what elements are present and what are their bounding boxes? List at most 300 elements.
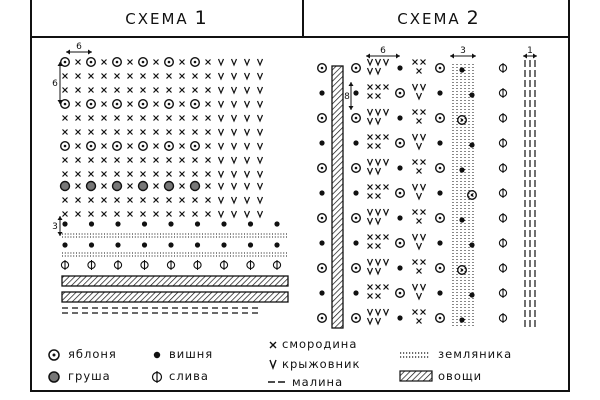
gooseberry-symbol (384, 159, 389, 165)
cherry-symbol (437, 290, 442, 295)
apple-symbol (352, 214, 361, 223)
gooseberry-symbol (421, 184, 426, 190)
plum-symbol (153, 371, 162, 383)
currant-symbol (421, 60, 426, 65)
cherry-symbol (353, 140, 358, 145)
scheme-2-number: 2 (466, 7, 479, 29)
currant-symbol (128, 212, 133, 217)
currant-symbol (376, 135, 381, 140)
gooseberry-symbol (232, 197, 237, 203)
currant-symbol (76, 212, 81, 217)
gooseberry-symbol (232, 115, 237, 121)
currant-symbol (128, 60, 133, 65)
legend-gooseberry-label: крыжовник (282, 357, 361, 371)
currant-symbol (63, 212, 68, 217)
gooseberry-symbol (384, 59, 389, 65)
currant-symbol (417, 219, 422, 224)
currant-symbol (63, 172, 68, 177)
gooseberry-symbol (245, 101, 250, 107)
apple-symbol (396, 189, 405, 198)
gooseberry-symbol (376, 318, 381, 324)
dimension-label: 6 (52, 79, 58, 89)
legend-apple-label: яблоня (68, 347, 117, 361)
plum-symbol (499, 288, 506, 298)
currant-symbol (417, 169, 422, 174)
apple-symbol (436, 164, 445, 173)
gooseberry-symbol (368, 59, 373, 65)
currant-symbol (154, 116, 159, 121)
currant-symbol (167, 130, 172, 135)
currant-symbol (368, 185, 373, 190)
currant-symbol (141, 130, 146, 135)
gooseberry-symbol (219, 211, 224, 217)
apple-symbol (191, 142, 200, 151)
apple-symbol (436, 314, 445, 323)
cherry-symbol (459, 67, 464, 72)
plum-symbol (167, 260, 174, 270)
plum-symbol (499, 138, 506, 148)
currant-symbol (376, 144, 381, 149)
currant-symbol (368, 94, 373, 99)
gooseberry-symbol (258, 171, 263, 177)
apple-symbol (191, 58, 200, 67)
gooseberry-symbol (413, 234, 418, 240)
gooseberry-symbol (376, 68, 381, 74)
currant-symbol (63, 74, 68, 79)
gooseberry-symbol (245, 157, 250, 163)
plum-symbol (220, 260, 227, 270)
currant-symbol (167, 88, 172, 93)
cherry-symbol (397, 315, 402, 320)
currant-symbol (180, 60, 185, 65)
gooseberry-symbol (232, 87, 237, 93)
scheme-2-label: СХЕМА (397, 10, 461, 28)
cherry-symbol (459, 217, 464, 222)
currant-symbol (193, 198, 198, 203)
currant-symbol (115, 158, 120, 163)
currant-symbol (128, 144, 133, 149)
gooseberry-symbol (245, 183, 250, 189)
gooseberry-symbol (413, 284, 418, 290)
apple-symbol (113, 100, 122, 109)
currant-symbol (384, 185, 389, 190)
plum-symbol (247, 260, 254, 270)
apple-symbol (87, 100, 96, 109)
plum-symbol (114, 260, 121, 270)
currant-symbol (63, 198, 68, 203)
currant-symbol (141, 88, 146, 93)
cherry-symbol (397, 165, 402, 170)
currant-symbol (368, 194, 373, 199)
currant-symbol (368, 285, 373, 290)
gooseberry-symbol (376, 109, 381, 115)
cherry-symbol (469, 292, 474, 297)
currant-symbol (154, 88, 159, 93)
gooseberry-symbol (421, 84, 426, 90)
currant-symbol (102, 198, 107, 203)
currant-symbol (193, 158, 198, 163)
currant-symbol (206, 116, 211, 121)
dimension-label: 6 (380, 46, 386, 56)
cherry-symbol (62, 242, 67, 247)
apple-symbol (352, 164, 361, 173)
currant-symbol (141, 158, 146, 163)
apple-symbol (61, 100, 70, 109)
currant-symbol (270, 342, 276, 348)
gooseberry-symbol (232, 73, 237, 79)
plum-symbol (88, 260, 95, 270)
gooseberry-symbol (232, 143, 237, 149)
currant-symbol (376, 94, 381, 99)
gooseberry-symbol (368, 259, 373, 265)
gooseberry-symbol (219, 171, 224, 177)
currant-symbol (154, 130, 159, 135)
gooseberry-symbol (245, 171, 250, 177)
apple-symbol (165, 142, 174, 151)
gooseberry-symbol (245, 73, 250, 79)
gooseberry-symbol (421, 134, 426, 140)
currant-symbol (368, 85, 373, 90)
gooseberry-symbol (245, 143, 250, 149)
cherry-symbol (437, 140, 442, 145)
currant-symbol (193, 88, 198, 93)
currant-symbol (128, 88, 133, 93)
legend-strawberry-label: земляника (438, 347, 513, 361)
gooseberry-symbol (232, 211, 237, 217)
apple-symbol (87, 142, 96, 151)
currant-symbol (193, 116, 198, 121)
cherry-symbol (115, 221, 120, 226)
legend-vegetables-label: овощи (438, 369, 483, 383)
currant-symbol (193, 212, 198, 217)
currant-symbol (128, 74, 133, 79)
currant-symbol (206, 74, 211, 79)
currant-symbol (128, 116, 133, 121)
gooseberry-symbol (421, 284, 426, 290)
gooseberry-symbol (376, 168, 381, 174)
currant-symbol (76, 198, 81, 203)
currant-symbol (167, 198, 172, 203)
cherry-symbol (437, 190, 442, 195)
apple-symbol (165, 100, 174, 109)
currant-symbol (180, 198, 185, 203)
currant-symbol (63, 116, 68, 121)
gooseberry-symbol (219, 157, 224, 163)
gooseberry-symbol (258, 115, 263, 121)
currant-symbol (89, 172, 94, 177)
apple-symbol (318, 264, 327, 273)
currant-symbol (76, 172, 81, 177)
scheme-1-plan (61, 58, 289, 313)
gooseberry-symbol (376, 259, 381, 265)
currant-symbol (102, 74, 107, 79)
currant-symbol (417, 69, 422, 74)
currant-symbol (421, 210, 426, 215)
cherry-symbol (469, 142, 474, 147)
gooseberry-symbol (258, 183, 263, 189)
currant-symbol (421, 260, 426, 265)
apple-symbol (352, 314, 361, 323)
currant-symbol (89, 212, 94, 217)
currant-symbol (102, 88, 107, 93)
cherry-symbol (459, 317, 464, 322)
apple-symbol (139, 100, 148, 109)
apple-symbol (318, 214, 327, 223)
currant-symbol (376, 294, 381, 299)
currant-symbol (376, 194, 381, 199)
gooseberry-symbol (376, 209, 381, 215)
gooseberry-symbol (219, 101, 224, 107)
plum-symbol (499, 238, 506, 248)
apple-symbol (191, 100, 200, 109)
currant-symbol (102, 144, 107, 149)
currant-symbol (89, 198, 94, 203)
cherry-symbol (397, 215, 402, 220)
plum-symbol (499, 63, 506, 73)
currant-symbol (180, 158, 185, 163)
apple-symbol (318, 164, 327, 173)
plum-symbol (61, 260, 68, 270)
gooseberry-symbol (232, 183, 237, 189)
gooseberry-symbol (219, 183, 224, 189)
currant-symbol (206, 60, 211, 65)
gooseberry-symbol (219, 73, 224, 79)
cherry-symbol (353, 240, 358, 245)
cherry-symbol (274, 242, 279, 247)
currant-symbol (63, 158, 68, 163)
gooseberry-symbol (376, 159, 381, 165)
currant-symbol (89, 74, 94, 79)
currant-symbol (76, 158, 81, 163)
currant-symbol (417, 269, 422, 274)
gooseberry-symbol (417, 243, 422, 249)
currant-symbol (154, 102, 159, 107)
currant-symbol (193, 172, 198, 177)
currant-symbol (206, 88, 211, 93)
gooseberry-symbol (368, 159, 373, 165)
gooseberry-symbol (232, 129, 237, 135)
gooseberry-symbol (258, 129, 263, 135)
currant-symbol (154, 158, 159, 163)
currant-symbol (141, 116, 146, 121)
apple-symbol (49, 350, 59, 360)
gooseberry-symbol (219, 59, 224, 65)
gooseberry-symbol (368, 268, 373, 274)
currant-symbol (102, 172, 107, 177)
currant-symbol (115, 212, 120, 217)
apple-symbol (165, 58, 174, 67)
currant-symbol (421, 310, 426, 315)
currant-symbol (102, 130, 107, 135)
pear-symbol (165, 182, 174, 191)
cherry-symbol (319, 190, 324, 195)
legend-cherry-label: вишня (169, 347, 214, 361)
currant-symbol (206, 158, 211, 163)
currant-symbol (180, 144, 185, 149)
currant-symbol (413, 160, 418, 165)
currant-symbol (128, 102, 133, 107)
apple-symbol (352, 264, 361, 273)
cherry-symbol (437, 240, 442, 245)
currant-symbol (180, 88, 185, 93)
currant-symbol (384, 285, 389, 290)
currant-symbol (76, 88, 81, 93)
currant-symbol (154, 60, 159, 65)
cherry-symbol (469, 242, 474, 247)
currant-symbol (376, 235, 381, 240)
currant-symbol (206, 130, 211, 135)
gooseberry-symbol (245, 129, 250, 135)
apple-symbol (139, 58, 148, 67)
currant-symbol (128, 184, 133, 189)
gooseberry-symbol (368, 118, 373, 124)
currant-symbol (154, 144, 159, 149)
gooseberry-symbol (232, 101, 237, 107)
cherry-symbol (437, 90, 442, 95)
currant-symbol (206, 144, 211, 149)
currant-symbol (413, 60, 418, 65)
currant-symbol (180, 184, 185, 189)
currant-symbol (421, 110, 426, 115)
apple-symbol (113, 58, 122, 67)
currant-symbol (76, 144, 81, 149)
gooseberry-symbol (368, 168, 373, 174)
currant-symbol (154, 198, 159, 203)
cherry-symbol (319, 140, 324, 145)
plum-symbol (194, 260, 201, 270)
apple-symbol (61, 142, 70, 151)
gooseberry-symbol (417, 293, 422, 299)
currant-symbol (102, 158, 107, 163)
cherry-symbol (397, 265, 402, 270)
legend-currant-label: смородина (282, 337, 358, 351)
gooseberry-symbol (413, 134, 418, 140)
apple-symbol (396, 289, 405, 298)
apple-symbol (458, 266, 467, 275)
gooseberry-symbol (245, 87, 250, 93)
currant-symbol (384, 135, 389, 140)
gooseberry-symbol (245, 197, 250, 203)
pear-symbol (87, 182, 96, 191)
cherry-symbol (459, 167, 464, 172)
gooseberry-symbol (376, 268, 381, 274)
apple-symbol (436, 64, 445, 73)
currant-symbol (376, 85, 381, 90)
gooseberry-symbol (368, 218, 373, 224)
currant-symbol (193, 130, 198, 135)
gooseberry-symbol (232, 59, 237, 65)
currant-symbol (128, 130, 133, 135)
gooseberry-symbol (413, 184, 418, 190)
currant-symbol (141, 172, 146, 177)
cherry-symbol (397, 115, 402, 120)
currant-symbol (115, 88, 120, 93)
gooseberry-symbol (258, 87, 263, 93)
cherry-symbol (353, 190, 358, 195)
gooseberry-symbol (413, 84, 418, 90)
cherry-symbol (221, 221, 226, 226)
pear-symbol (49, 372, 59, 382)
cherry-symbol (195, 242, 200, 247)
cherry-symbol (168, 242, 173, 247)
currant-symbol (206, 184, 211, 189)
apple-symbol (87, 58, 96, 67)
currant-symbol (63, 130, 68, 135)
currant-symbol (206, 212, 211, 217)
currant-symbol (102, 212, 107, 217)
currant-symbol (368, 235, 373, 240)
currant-symbol (180, 102, 185, 107)
currant-symbol (76, 74, 81, 79)
scheme-1-number: 1 (194, 7, 207, 29)
apple-symbol (352, 64, 361, 73)
plum-symbol (499, 163, 506, 173)
vegetables-symbol (400, 371, 432, 381)
currant-symbol (115, 130, 120, 135)
currant-symbol (154, 172, 159, 177)
currant-symbol (167, 172, 172, 177)
gooseberry-symbol (368, 68, 373, 74)
apple-symbol (468, 191, 477, 200)
gooseberry-symbol (384, 209, 389, 215)
gooseberry-symbol (258, 59, 263, 65)
currant-symbol (180, 130, 185, 135)
cherry-symbol (221, 242, 226, 247)
cherry-symbol (274, 221, 279, 226)
vegetable-bed (62, 292, 288, 302)
gooseberry-symbol (245, 211, 250, 217)
currant-symbol (384, 85, 389, 90)
currant-symbol (376, 244, 381, 249)
currant-symbol (102, 184, 107, 189)
dimension-label: 1 (527, 46, 533, 56)
currant-symbol (76, 60, 81, 65)
currant-symbol (206, 102, 211, 107)
currant-symbol (206, 198, 211, 203)
currant-symbol (167, 212, 172, 217)
pear-symbol (139, 182, 148, 191)
planting-diagram (30, 38, 570, 338)
currant-symbol (154, 212, 159, 217)
cherry-symbol (319, 90, 324, 95)
gooseberry-symbol (384, 109, 389, 115)
apple-symbol (458, 116, 467, 125)
gooseberry-symbol (232, 171, 237, 177)
apple-symbol (113, 142, 122, 151)
currant-symbol (413, 110, 418, 115)
apple-symbol (436, 114, 445, 123)
apple-symbol (396, 239, 405, 248)
currant-symbol (115, 198, 120, 203)
currant-symbol (376, 285, 381, 290)
currant-symbol (128, 198, 133, 203)
plum-symbol (499, 188, 506, 198)
cherry-symbol (89, 242, 94, 247)
plum-symbol (499, 213, 506, 223)
apple-symbol (139, 142, 148, 151)
gooseberry-symbol (376, 118, 381, 124)
plum-symbol (499, 88, 506, 98)
currant-symbol (368, 135, 373, 140)
legend-pear-label: груша (68, 369, 111, 383)
currant-symbol (167, 74, 172, 79)
cherry-symbol (142, 242, 147, 247)
currant-symbol (76, 116, 81, 121)
gooseberry-symbol (376, 309, 381, 315)
currant-symbol (89, 130, 94, 135)
gooseberry-symbol (368, 209, 373, 215)
gooseberry-symbol (270, 360, 276, 368)
